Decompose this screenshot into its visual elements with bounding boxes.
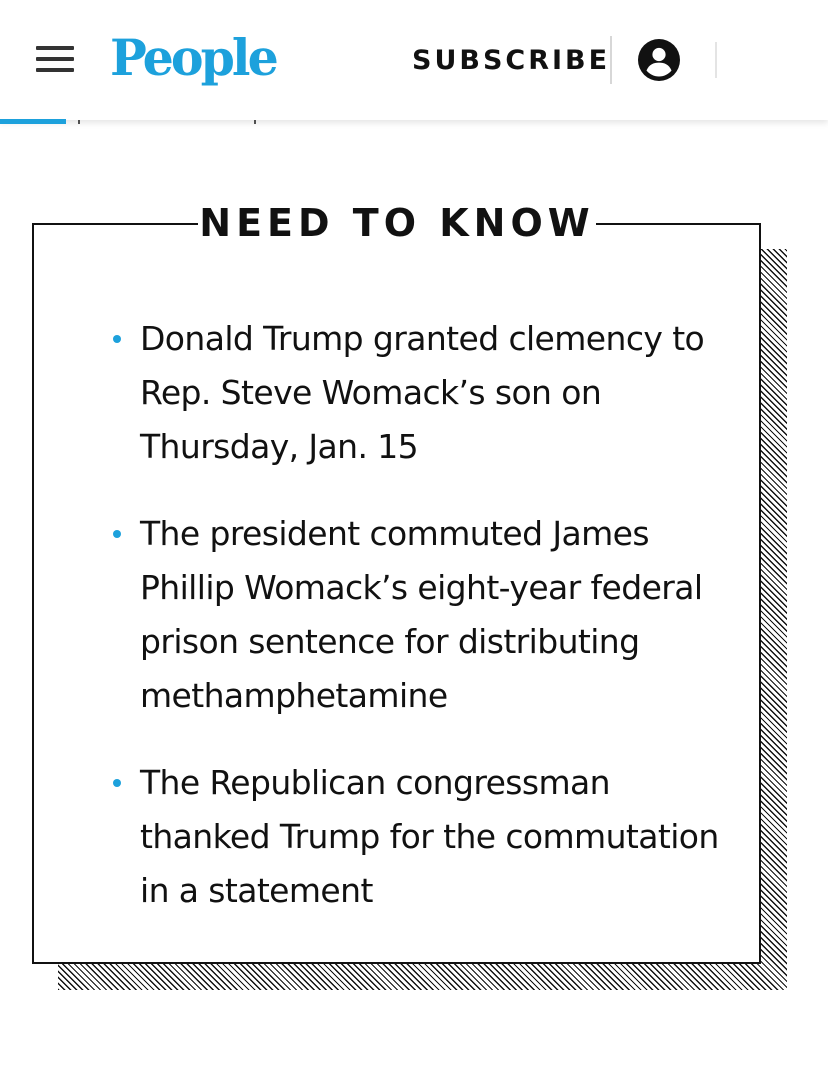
- list-item-text: The president commuted James Phillip Womack’s eight-year federal prison sentence for distributing methamphetamine: [140, 514, 703, 715]
- account-circle-icon[interactable]: [638, 39, 680, 81]
- need-to-know-list: [112, 312, 732, 951]
- list-item-text: Donald Trump granted clemency to Rep. Steve Womack’s son on Thursday, Jan. 15: [140, 319, 705, 466]
- bullet-dot-icon: [113, 779, 121, 787]
- menu-line: [36, 46, 74, 50]
- header-divider: [610, 36, 612, 84]
- menu-line: [36, 57, 74, 61]
- menu-line: [36, 68, 74, 72]
- hamburger-menu-icon[interactable]: [36, 46, 74, 74]
- need-to-know-title: NEED TO KNOW: [199, 201, 595, 245]
- need-to-know-heading: [198, 197, 596, 249]
- list-item: [112, 312, 732, 474]
- subscribe-button[interactable]: SUBSCRIBE: [412, 45, 611, 76]
- header-divider: [715, 42, 717, 78]
- site-header: [0, 0, 828, 120]
- list-item: [112, 756, 732, 918]
- bullet-dot-icon: [113, 530, 121, 538]
- reading-progress-bar: [0, 119, 66, 124]
- bullet-dot-icon: [113, 335, 121, 343]
- people-logo[interactable]: People: [110, 28, 276, 87]
- list-item: [112, 507, 732, 723]
- list-item-text: The Republican congressman thanked Trump for the commutation in a statement: [140, 763, 719, 910]
